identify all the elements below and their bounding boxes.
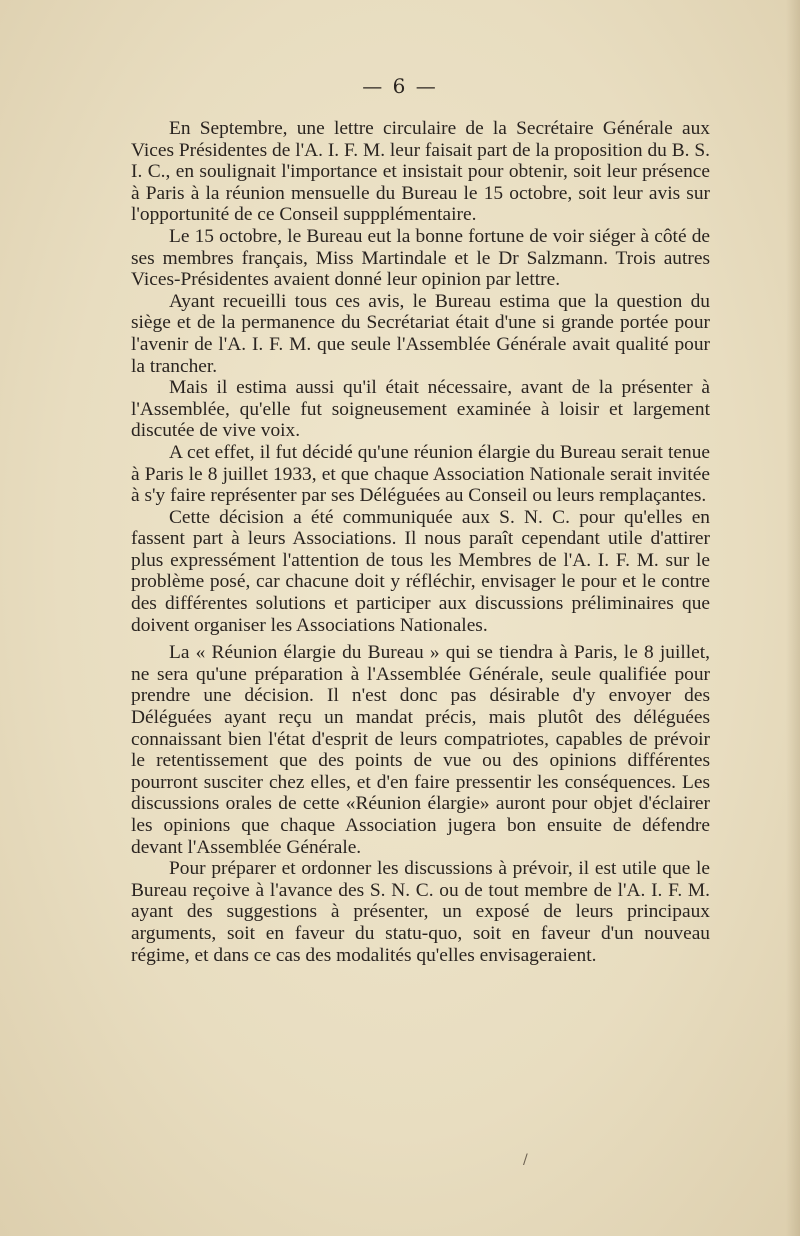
page-number: — 6 —	[362, 74, 438, 98]
page-edge-shadow	[786, 0, 800, 1236]
paragraph-4: Mais il estima aussi qu'il était nécessaire, avant de la présenter à l'Assemblée, qu'elle fut soigneusement examinée à loisir et largement discutée de vive voix.	[131, 377, 710, 442]
paragraph-6: Cette décision a été communiquée aux S. N. C. pour qu'elles en fassent part à leurs Associations. Il nous paraît cependant utile d'attirer plus expressément l'attention de tous les Membres de l'A. I. F. M. sur le problème posé, car chacune doit y réfléchir, envisager le pour et le contre des différentes solutions et participer aux discussions préliminaires que doivent organiser les Associations Nationales.	[131, 506, 710, 636]
paragraph-5: A cet effet, il fut décidé qu'une réunion élargie du Bureau serait tenue à Paris le 8 juillet 1933, et que chaque Association Nationale serait invitée à s'y faire représenter par ses Déléguées au Conseil ou leurs remplaçantes.	[131, 441, 710, 507]
paragraph-3: Ayant recueilli tous ces avis, le Bureau estima que la question du siège et de la permanence du Secrétariat était d'une si grande portée pour l'avenir de l'A. I. F. M. que seule l'Assemblée Générale avait qualité pour la trancher.	[131, 290, 710, 377]
paragraph-1: En Septembre, une lettre circulaire de la Secrétaire Générale aux Vices Présidentes de l'A. I. F. M. leur faisait part de la proposition du B. S. I. C., en soulignait l'importance et insistait pour obtenir, soit leur présence à Paris à la réunion mensuelle du Bureau le 15 octobre, soit leur avis sur l'opportunité de ce Conseil suppplémentaire.	[131, 118, 710, 226]
paragraph-8: Pour préparer et ordonner les discussions à prévoir, il est utile que le Bureau reçoive à l'avance des S. N. C. ou de tout membre de l'A. I. F. M. ayant des suggestions à présenter, un exposé de leurs principaux arguments, soit en faveur du statu-quo, soit en faveur d'un nouveau régime, et dans ce cas des modalités qu'elles envisageraient.	[131, 858, 710, 966]
stray-pen-mark: /	[523, 1152, 528, 1168]
paragraph-2: Le 15 octobre, le Bureau eut la bonne fortune de voir siéger à côté de ses membres français, Miss Martindale et le Dr Salzmann. Trois autres Vices-Présidentes avaient donné leur opinion par lettre.	[131, 225, 710, 291]
body-text	[131, 118, 710, 966]
paragraph-7: La « Réunion élargie du Bureau » qui se tiendra à Paris, le 8 juillet, ne sera qu'une préparation à l'Assemblée Générale, seule qualifiée pour prendre une décision. Il n'est donc pas désirable d'y envoyer des Déléguées ayant reçu un mandat précis, mais plutôt des déléguées connaissant bien l'état d'esprit de leurs compatriotes, capables de prévoir le retentissement que des points de vue ou des opinions différentes pourront susciter chez elles, et d'en faire pressentir les conséquences. Les discussions orales de cette «Réunion élargie» auront pour objet d'éclairer les opinions que chaque Association jugera bon ensuite de défendre devant l'Assemblée Générale.	[131, 642, 710, 858]
